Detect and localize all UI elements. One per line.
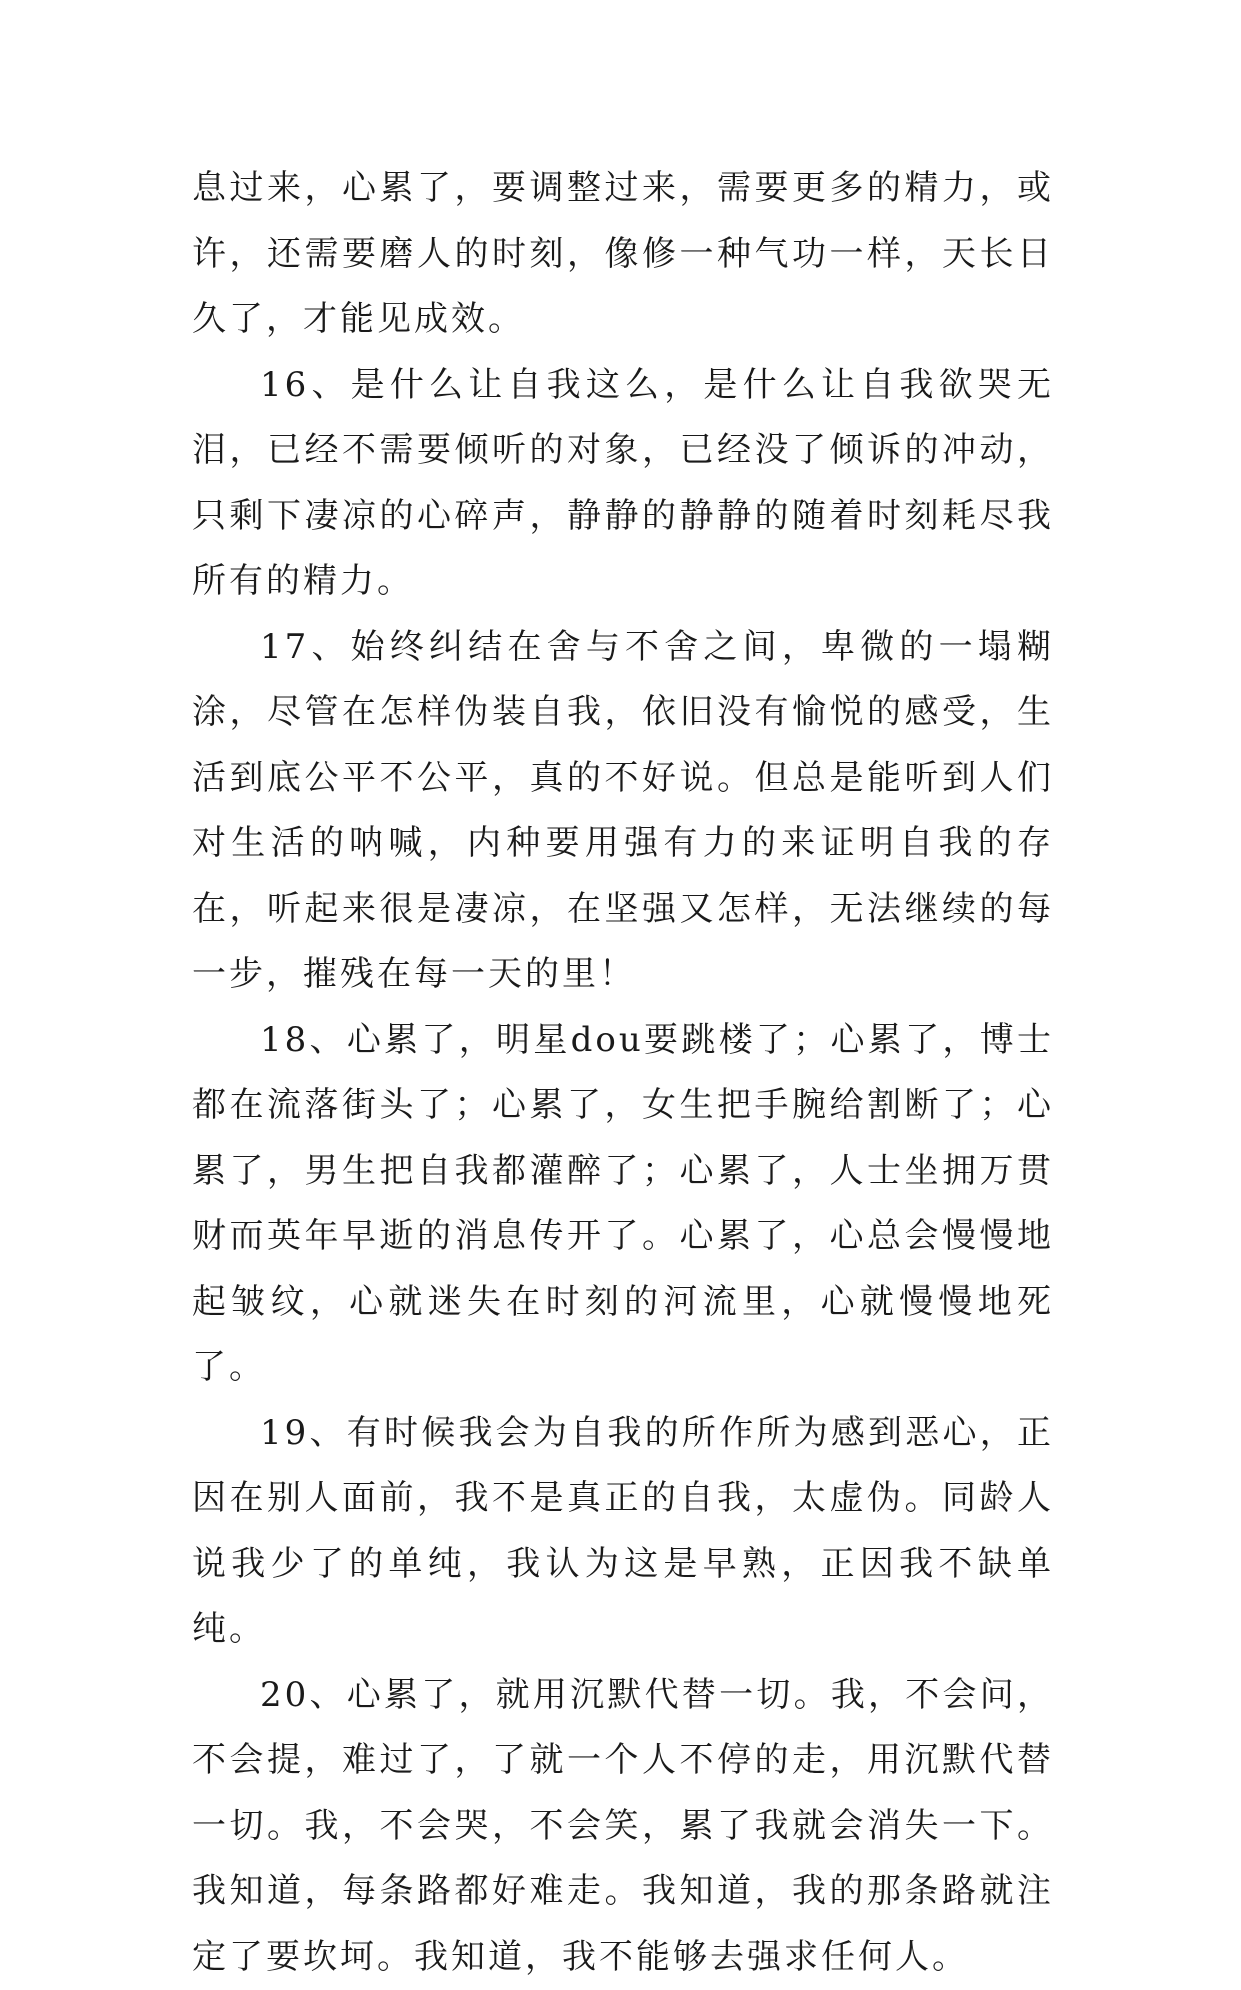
body-text bbox=[192, 156, 1054, 1990]
paragraph-19: 19、有时候我会为自我的所作所为感到恶心，正因在别人面前，我不是真正的自我，太虚伪。同龄人说我少了的单纯，我认为这是早熟，正因我不缺单纯。 bbox=[192, 1401, 1054, 1663]
paragraph-20: 20、心累了，就用沉默代替一切。我，不会问，不会提，难过了，了就一个人不停的走，用沉默代替一切。我，不会哭，不会笑，累了我就会消失一下。我知道，每条路都好难走。我知道，我的那条路就注定了要坎坷。我知道，我不能够去强求任何人。 bbox=[192, 1663, 1054, 1990]
paragraph-17: 17、始终纠结在舍与不舍之间，卑微的一塌糊涂，尽管在怎样伪装自我，依旧没有愉悦的感受，生活到底公平不公平，真的不好说。但总是能听到人们对生活的呐喊，内种要用强有力的来证明自我的存在，听起来很是凄凉，在坚强又怎样，无法继续的每一步，摧残在每一天的里！ bbox=[192, 615, 1054, 1008]
paragraph-continuation: 息过来，心累了，要调整过来，需要更多的精力，或许，还需要磨人的时刻，像修一种气功一样，天长日久了，才能见成效。 bbox=[192, 156, 1054, 353]
paragraph-18: 18、心累了，明星dou要跳楼了；心累了，博士都在流落街头了；心累了，女生把手腕给割断了；心累了，男生把自我都灌醉了；心累了，人士坐拥万贯财而英年早逝的消息传开了。心累了，心总会慢慢地起皱纹，心就迷失在时刻的河流里，心就慢慢地死了。 bbox=[192, 1008, 1054, 1401]
paragraph-16: 16、是什么让自我这么，是什么让自我欲哭无泪，已经不需要倾听的对象，已经没了倾诉的冲动，只剩下凄凉的心碎声，静静的静静的随着时刻耗尽我所有的精力。 bbox=[192, 353, 1054, 615]
